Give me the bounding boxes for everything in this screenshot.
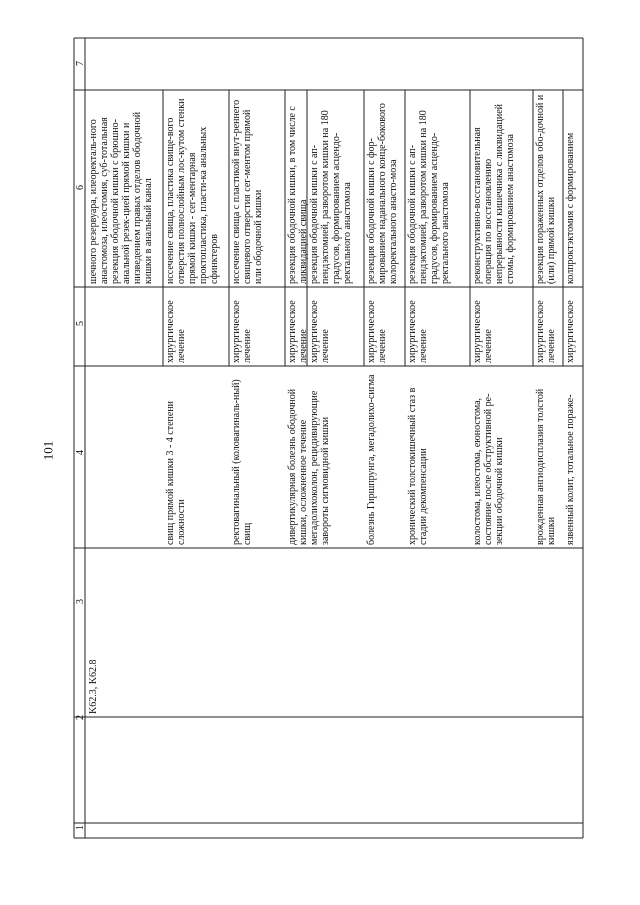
method-cell: колпроктэктомия с формированием (565, 132, 576, 284)
treatment-cell: хирургическое лечение (287, 300, 309, 363)
condition-cell: язвенный колит, тотальное пораже- (565, 394, 576, 545)
column-number: 2 (75, 715, 86, 720)
method-cell: иссечение свища с пластикой внут-реннего свищевого отверстия сег-ментом прямой или ободочной кишки (231, 99, 264, 284)
column-number: 7 (75, 61, 86, 66)
treatment-cell: хирургическое лечение (309, 300, 331, 363)
condition-cell: дивертикулярная болезнь ободочной кишки, осложненное течение (287, 388, 309, 545)
treatment-cell: хирургическое лечение (231, 300, 253, 363)
condition-cell: ректовагинальный (коловагиналь-ный) свищ (231, 379, 253, 545)
condition-cell: хронический толстокишечный стаз в стадии декомпенсации (407, 387, 429, 545)
column-number: 1 (75, 825, 86, 830)
method-cell: реконструктивно-восстановительная операция по восстановлению непрерывности кишечника с ликвидацией стомы, формированием анастомоза (472, 104, 516, 284)
treatment-cell: хирургическое лечение (407, 300, 429, 363)
method-cell: резекция ободочной кишки с фор-мированием наданального конце-бокового колоректального анасто-моза (366, 103, 399, 284)
method-cell: иссечение свища, пластика свище-вого отверстия полнослойным лос-кутом стенки прямой кишки - сег-ментарная проктопластика, пласти-ка анальных сфинктеров (165, 98, 220, 284)
condition-cell: колостома, илеостома, еюностома, состояние после обструктивной ре-зекции ободочной кишки (472, 393, 505, 545)
diagnosis-code: K62.3, K62.8 (88, 659, 99, 714)
column-number: 6 (75, 185, 86, 190)
condition-cell: свищ прямой кишки 3 - 4 степени сложности (165, 400, 187, 545)
column-number: 3 (75, 599, 86, 604)
treatment-cell: хирургическое лечение (165, 300, 187, 363)
method-cell: резекция ободочной кишки с ап-пендэктомией, разворотом кишки на 180 градусов, формированием асцендо-ректального анастомоза (407, 110, 451, 284)
condition-cell: врожденная ангиодисплазия толстой кишки (535, 388, 557, 545)
page-number: 101 (40, 440, 56, 461)
column-number: 4 (75, 450, 86, 455)
condition-cell: мегадолихоколон, рецидивирующие завороты сигмовидной кишки (309, 390, 331, 545)
condition-cell: болезнь Гиршпрунга, мегадолихо-сигма (366, 374, 377, 545)
method-cell: резекция ободочной кишки, в том числе с ликвидацией свища (287, 106, 309, 284)
treatment-cell: хирургическое лечение (366, 300, 388, 363)
method-cell: шечного резервуара, илеоректаль-ного анастомоза, илеостомия, суб-тотальная резекция ободочной кишки с брюшно-анальной резек-цией прямой кишки и низведением правых отделов ободочной кишки в анальный канал (88, 111, 154, 284)
treatment-cell: хирургическое лечение (472, 300, 494, 363)
treatment-cell: хирургическое (565, 300, 576, 363)
column-number: 5 (75, 321, 86, 326)
treatment-cell: хирургическое лечение (535, 300, 557, 363)
method-cell: резекция пораженных отделов обо-дочной и (или) прямой кишки (535, 94, 557, 284)
method-cell: резекция ободочной кишки с ап-пендэктомией, разворотом кишки на 180 градусов, формированием асцендо-ректального анастомоза (309, 110, 353, 284)
